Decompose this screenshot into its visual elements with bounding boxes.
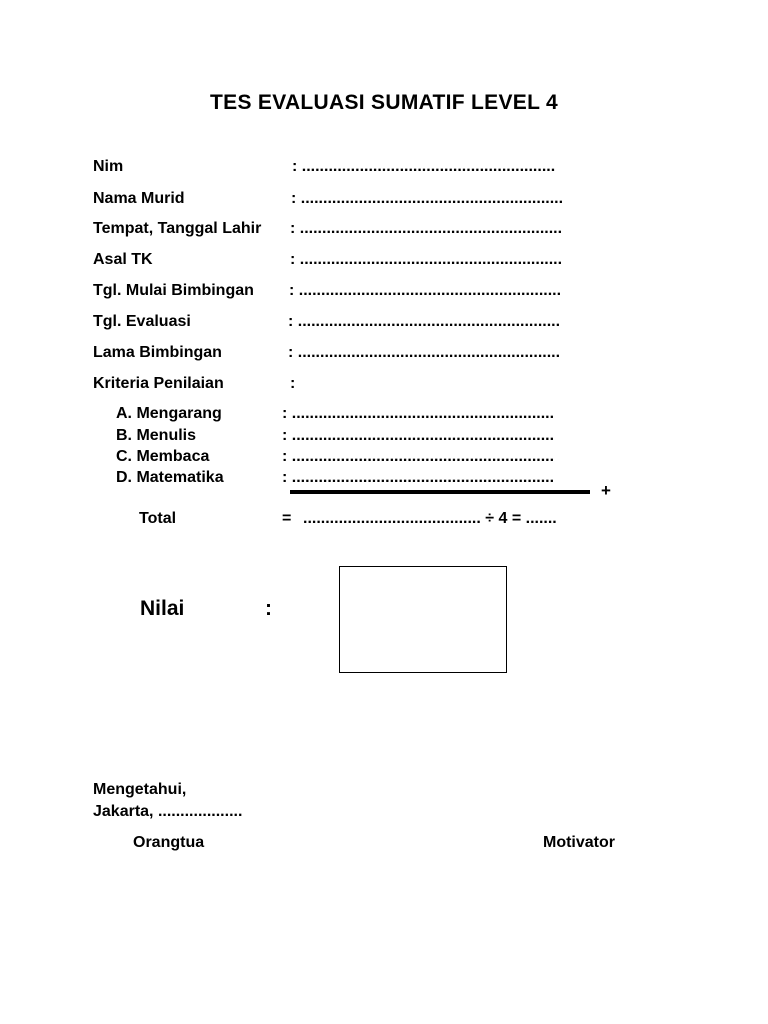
- field-value-tgl-evaluasi: : ...........................................................: [288, 313, 561, 330]
- nilai-box: [339, 566, 507, 673]
- plus-sign: +: [601, 481, 611, 500]
- motivator-label: Motivator: [543, 834, 615, 851]
- criteria-label-membaca: C. Membaca: [116, 448, 210, 465]
- field-value-nama-murid: : ...........................................................: [291, 190, 564, 207]
- criteria-label-menulis: B. Menulis: [116, 427, 197, 444]
- field-value-tgl-mulai: : ...........................................................: [289, 282, 562, 299]
- criteria-value-matematika: : ...........................................................: [282, 469, 555, 486]
- field-label-lama-bimbingan: Lama Bimbingan: [93, 344, 222, 361]
- place-date-text: Jakarta, ...................: [93, 803, 243, 820]
- criteria-label-matematika: D. Matematika: [116, 469, 224, 486]
- criteria-value-mengarang: : ...........................................................: [282, 405, 555, 422]
- field-value-lama-bimbingan: : ...........................................................: [288, 344, 561, 361]
- page-title: TES EVALUASI SUMATIF LEVEL 4: [210, 91, 558, 114]
- criteria-label-mengarang: A. Mengarang: [116, 405, 222, 422]
- field-label-tgl-mulai: Tgl. Mulai Bimbingan: [93, 282, 254, 299]
- field-value-ttl: : ...........................................................: [290, 220, 563, 237]
- field-label-nama-murid: Nama Murid: [93, 190, 185, 207]
- sum-rule: [290, 490, 590, 494]
- criteria-value-menulis: : ...........................................................: [282, 427, 555, 444]
- orangtua-label: Orangtua: [133, 834, 205, 851]
- criteria-value-membaca: : ...........................................................: [282, 448, 555, 465]
- mengetahui-text: Mengetahui,: [93, 781, 187, 798]
- total-expression: ........................................ ÷ 4 = .......: [303, 510, 557, 527]
- field-label-asal-tk: Asal TK: [93, 251, 153, 268]
- field-label-ttl: Tempat, Tanggal Lahir: [93, 220, 262, 237]
- field-label-nim: Nim: [93, 158, 124, 175]
- field-value-nim: : .........................................................: [292, 158, 556, 175]
- field-value-kriteria: :: [290, 375, 296, 392]
- nilai-label: Nilai: [140, 597, 185, 620]
- total-equals: =: [282, 510, 292, 527]
- field-label-tgl-evaluasi: Tgl. Evaluasi: [93, 313, 191, 330]
- field-label-kriteria: Kriteria Penilaian: [93, 375, 224, 392]
- field-value-asal-tk: : ...........................................................: [290, 251, 563, 268]
- nilai-colon: :: [265, 597, 272, 620]
- total-label: Total: [139, 510, 177, 527]
